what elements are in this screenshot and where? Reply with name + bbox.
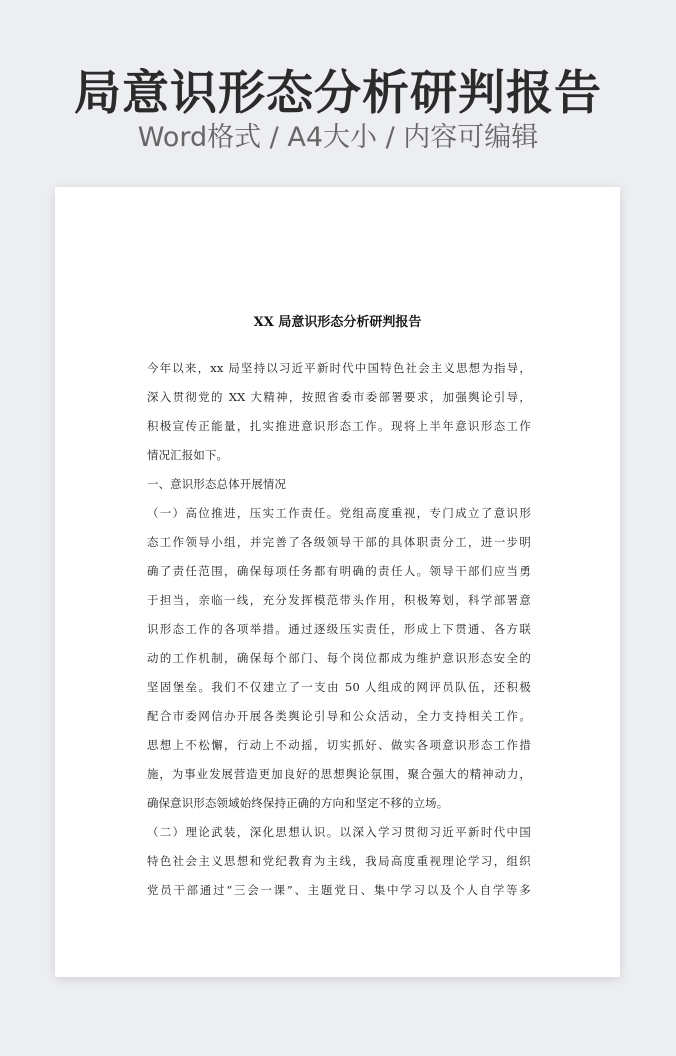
body-line: 党员干部通过“三会一课”、主题党日、集中学习以及个人自学等多 [147, 883, 531, 897]
body-line: 今年以来，xx 局坚持以习近平新时代中国特色社会主义思想为指导， [147, 361, 531, 375]
document-page [55, 187, 620, 977]
body-line: 深入贯彻党的 XX 大精神，按照省委市委部署要求，加强舆论引导， [147, 390, 531, 404]
body-line: 确保意识形态领域始终保持正确的方向和坚定不移的立场。 [147, 796, 449, 810]
body-line: 情况汇报如下。 [147, 448, 229, 462]
body-line: 配合市委网信办开展各类舆论引导和公众活动，全力支持相关工作。 [147, 709, 531, 723]
banner-title: 局意识形态分析研判报告 [74, 66, 602, 121]
body-line: 识形态工作的各项举措。通过逐级压实责任，形成上下贯通、各方联 [147, 622, 531, 636]
body-line: （一）高位推进，压实工作责任。党组高度重视，专门成立了意识形 [147, 506, 531, 520]
body-line: 积极宣传正能量，扎实推进意识形态工作。现将上半年意识形态工作 [147, 419, 531, 433]
body-line: 确了责任范围，确保每项任务都有明确的责任人。领导干部们应当勇 [147, 564, 531, 578]
body-line: 态工作领导小组，并完善了各级领导干部的具体职责分工，进一步明 [147, 535, 531, 549]
document-title: XX 局意识形态分析研判报告 [253, 315, 422, 330]
body-line: 思想上不松懈，行动上不动摇，切实抓好、做实各项意识形态工作措 [147, 738, 531, 752]
body-line: （二）理论武装，深化思想认识。以深入学习贯彻习近平新时代中国 [147, 825, 531, 839]
body-line: 坚固堡垒。我们不仅建立了一支由 50 人组成的网评员队伍，还积极 [147, 680, 531, 694]
section-heading: 一、意识形态总体开展情况 [147, 477, 287, 491]
body-line: 于担当，亲临一线，充分发挥模范带头作用，积极筹划，科学部署意 [147, 593, 531, 607]
document-body [147, 358, 531, 909]
body-line: 特色社会主义思想和党纪教育为主线，我局高度重视理论学习，组织 [147, 854, 531, 868]
banner-subtitle: Word格式 / A4大小 / 内容可编辑 [137, 122, 539, 153]
body-line: 施，为事业发展营造更加良好的思想舆论氛围，聚合强大的精神动力， [147, 767, 531, 781]
body-line: 动的工作机制，确保每个部门、每个岗位都成为维护意识形态安全的 [147, 651, 531, 665]
